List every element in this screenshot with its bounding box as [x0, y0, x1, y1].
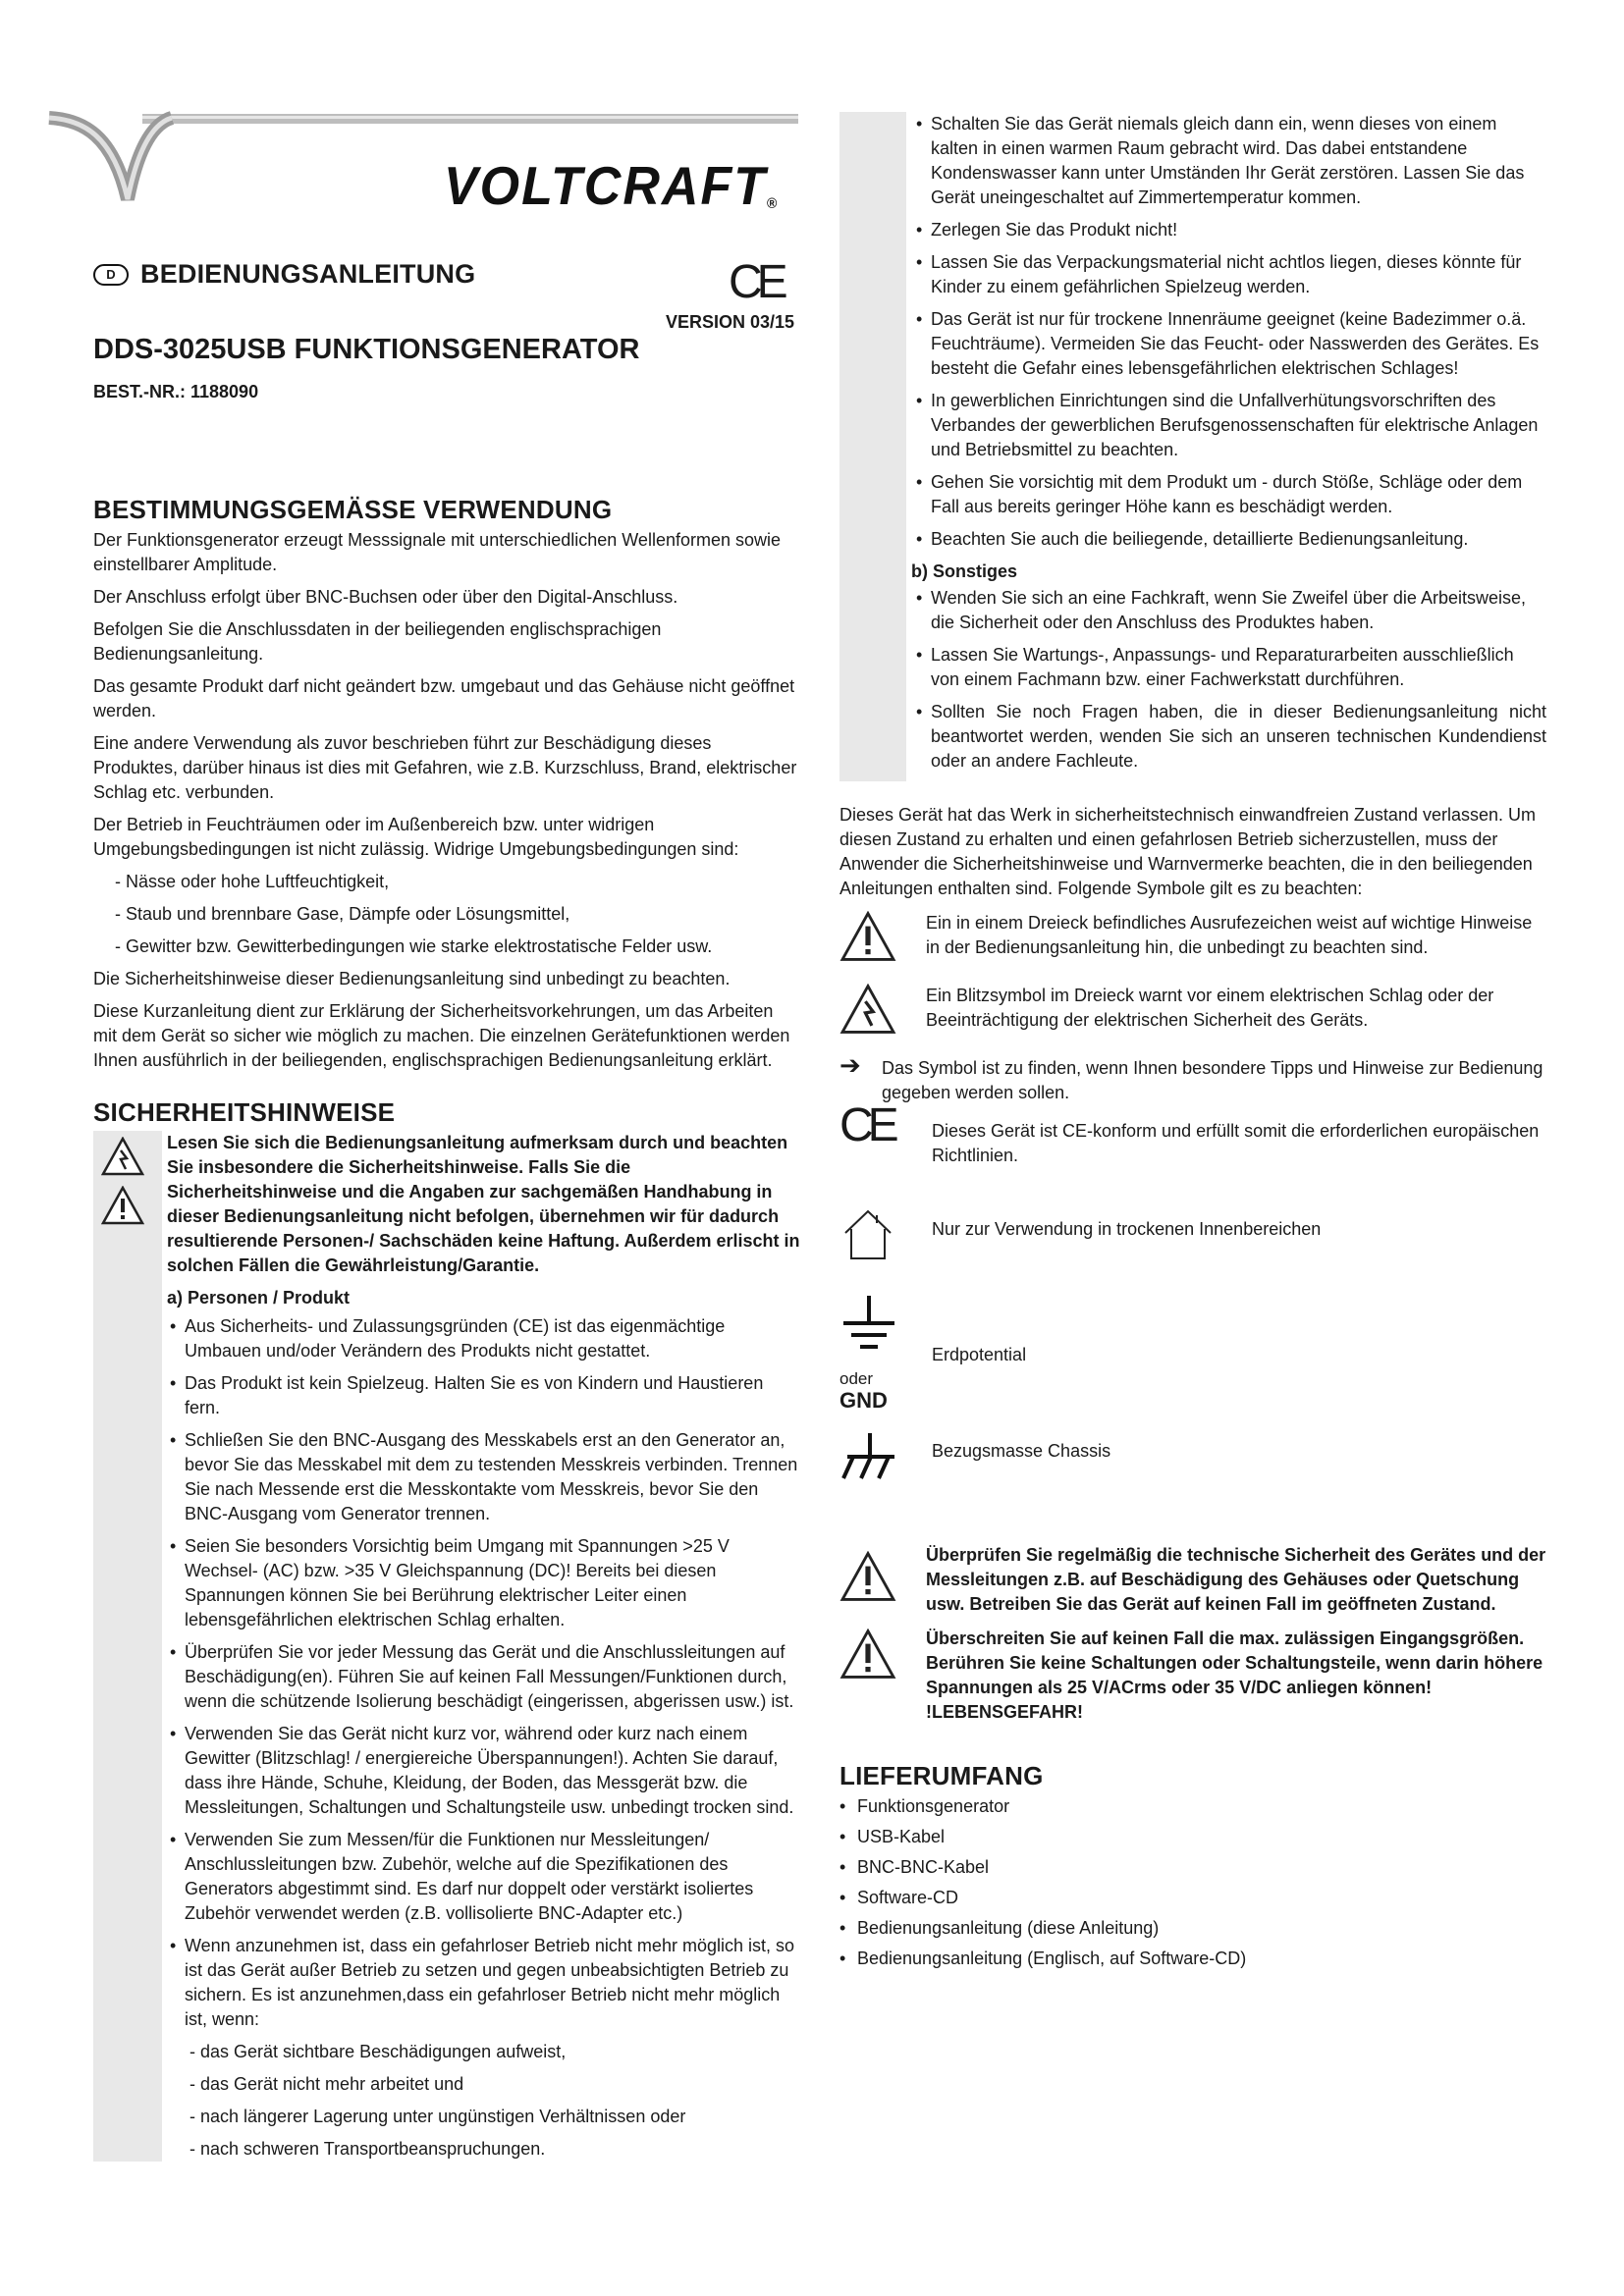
ce-mark: CE [729, 256, 783, 308]
section-heading-lieferumfang: LIEFERUMFANG [839, 1761, 1044, 1790]
list-item: • Zerlegen Sie das Produkt nicht! [839, 218, 1546, 242]
paragraph: Diese Kurzanleitung dient zur Erklärung der Sicherheitsvorkehrungen, um das Arbeiten mit dem Gerät so sicher wie möglich zu machen. Die einzelnen Gerätefunktionen werden Ihnen ausführlich in der beiliegenden, englischsprachigen Bedienungsanleitung erklärt. [93, 1001, 790, 1070]
exclamation-warning-icon [839, 911, 896, 962]
warning-row-check [839, 1543, 1546, 1617]
symbol-row-arrow [839, 1050, 1546, 1105]
exclamation-warning-icon [101, 1186, 144, 1225]
symbol-row-chassis [839, 1429, 1546, 1498]
language-badge: D [93, 264, 129, 286]
symbol-description: Nur zur Verwendung in trockenen Innenbereichen [932, 1219, 1322, 1239]
lightning-warning-icon [101, 1137, 144, 1176]
list-item: • Schließen Sie den BNC-Ausgang des Messkabels erst an den Generator an, bevor Sie das Messkabel mit dem zu testenden Messkreis verbinden. Trennen Sie nach Messende erst die Messkontakte vom Messkreis, bevor Sie den BNC-Ausgang vom Generator trennen. [93, 1428, 800, 1526]
product-title: DDS-3025USB FUNKTIONSGENERATOR [93, 334, 640, 365]
condition-item: - nach schweren Transportbeanspruchungen. [189, 2139, 546, 2159]
delivery-item: • Bedienungsanleitung (Englisch, auf Software-CD) [839, 1947, 1546, 1971]
symbol-description: Das Symbol ist zu finden, wenn Ihnen besondere Tipps und Hinweise zur Bedienung gegeben werden sollen. [882, 1058, 1543, 1102]
list-item: • Lassen Sie Wartungs-, Anpassungs- und Reparaturarbeiten ausschließlich von einem Fachmann bzw. einer Fachwerkstatt durchführen. [839, 643, 1546, 692]
paragraph: Das gesamte Produkt darf nicht geändert bzw. umgebaut und das Gehäuse nicht geöffnet werden. [93, 676, 795, 721]
warning-row-limits [839, 1627, 1546, 1725]
list-item: • In gewerblichen Einrichtungen sind die Unfallverhütungsvorschriften des Verbandes der gewerblichen Berufsgenossenschaften für elektrische Anlagen und Betriebsmittel zu beachten. [839, 389, 1546, 462]
paragraph: Die Sicherheitshinweise dieser Bedienungsanleitung sind unbedingt zu beachten. [93, 969, 731, 988]
list-item: • Überprüfen Sie vor jeder Messung das Gerät und die Anschlussleitungen auf Beschädigung(en). Führen Sie auf keinen Fall Messungen/Funktionen durch, wenn die schützende Isolierung beschädigt (eingerissen, abgerissen usw.) ist. [93, 1640, 800, 1714]
symbol-description: Erdpotential [932, 1345, 1027, 1364]
symbol-row-exclamation [839, 911, 1546, 966]
arrow-right-icon: ➔ [839, 1050, 861, 1080]
earth-oder-label: oder [839, 1369, 874, 1388]
exclamation-warning-icon [839, 1629, 896, 1680]
list-item: • Verwenden Sie zum Messen/für die Funktionen nur Messleitungen/ Anschlussleitungen bzw. Zubehör, welche auf die Spezifikationen des Generators abgestimmt sind. Es darf nur doppelt oder verstärkt isoliertes Zubehör verwendet werden (z.B. vollisolierte BNC-Adapter etc.) [93, 1828, 800, 1926]
list-item: • Aus Sicherheits- und Zulassungsgründen (CE) ist das eigenmächtige Umbauen und/oder Verändern des Produkts nicht gestattet. [93, 1314, 800, 1363]
brand-logo: VOLTCRAFT® [444, 156, 780, 217]
chassis-ground-icon [839, 1429, 900, 1486]
list-item: • Das Produkt ist kein Spielzeug. Halten Sie es von Kindern und Haustieren fern. [93, 1371, 800, 1420]
symbol-row-earth [839, 1292, 1546, 1415]
delivery-item: • BNC-BNC-Kabel [839, 1855, 1546, 1880]
condition-item: - Gewitter bzw. Gewitterbedingungen wie starke elektrostatische Felder usw. [115, 936, 713, 956]
condition-item: - das Gerät sichtbare Beschädigungen aufweist, [189, 2042, 567, 2061]
delivery-item: • Bedienungsanleitung (diese Anleitung) [839, 1916, 1546, 1941]
version-label: VERSION 03/15 [666, 312, 795, 332]
symbol-description: Dieses Gerät ist CE-konform und erfüllt somit die erforderlichen europäischen Richtlinien. [932, 1121, 1540, 1165]
list-item: • Sollten Sie noch Fragen haben, die in dieser Bedienungsanleitung nicht beantwortet werden, wenden Sie sich an unseren technischen Kundendienst oder an andere Fachleute. [839, 700, 1546, 781]
delivery-item: • Funktionsgenerator [839, 1794, 1546, 1819]
condition-item: - Staub und brennbare Gase, Dämpfe oder Lösungsmittel, [115, 904, 570, 924]
lightning-warning-icon [839, 984, 896, 1035]
condition-item: - Nässe oder hohe Luftfeuchtigkeit, [115, 872, 390, 891]
symbol-description: Bezugsmasse Chassis [932, 1441, 1111, 1461]
symbols-intro: Dieses Gerät hat das Werk in sicherheitstechnisch einwandfreien Zustand verlassen. Um diesen Zustand zu erhalten und einen gefahrlosen Betrieb sicherzustellen, muss der Anwender die Sicherheitshinweise und Warnvermerke beachten, die in den beiliegenden Anleitungen enthalten sind. Folgende Symbole gilt es zu beachten: [839, 805, 1536, 898]
symbol-description: Ein Blitzsymbol im Dreieck warnt vor einem elektrischen Schlag oder der Beeinträchtigung der elektrischen Sicherheit des Geräts. [926, 986, 1494, 1030]
paragraph: Der Funktionsgenerator erzeugt Messsignale mit unterschiedlichen Wellenformen sowie einstellbarer Amplitude. [93, 530, 782, 574]
symbol-row-ce [839, 1099, 1546, 1188]
document-title: BEDIENUNGSANLEITUNG [140, 259, 476, 289]
section-heading-sicherheit: SICHERHEITSHINWEISE [93, 1097, 396, 1127]
paragraph: Der Anschluss erfolgt über BNC-Buchsen oder über den Digital-Anschluss. [93, 587, 678, 607]
section-heading-bestimmung: BESTIMMUNGSGEMÄSSE VERWENDUNG [93, 495, 613, 524]
house-indoor-icon [839, 1205, 896, 1264]
delivery-item: • Software-CD [839, 1886, 1546, 1910]
document-title-row [93, 259, 475, 290]
warning-text: Überschreiten Sie auf keinen Fall die max. zulässigen Eingangsgrößen. Berühren Sie keine Schaltungen oder Schaltungsteile, wenn darin höhere Spannungen als 25 V/ACrms oder 35 V/DC anliegen können! !LEBENSGEFAHR! [926, 1629, 1543, 1722]
list-item: • Lassen Sie das Verpackungsmaterial nicht achtlos liegen, dieses könnte für Kinder zu einem gefährlichen Spielzeug werden. [839, 250, 1546, 299]
paragraph: Eine andere Verwendung als zuvor beschrieben führt zur Beschädigung dieses Produktes, darüber hinaus ist dies mit Gefahren, wie z.B. Kurzschluss, Brand, elektrischer Schlag etc. verbunden. [93, 733, 797, 802]
symbol-row-house [839, 1205, 1546, 1274]
paragraph: Der Betrieb in Feuchträumen oder im Außenbereich bzw. unter widrigen Umgebungsbedingungen ist nicht zulässig. Widrige Umgebungsbedingungen sind: [93, 815, 739, 859]
condition-item: - das Gerät nicht mehr arbeitet und [189, 2074, 464, 2094]
symbol-row-lightning [839, 984, 1546, 1039]
delivery-item: • USB-Kabel [839, 1825, 1546, 1849]
warning-text: Überprüfen Sie regelmäßig die technische Sicherheit des Gerätes und der Messleitungen z.B. auf Beschädigung des Gehäuses oder Quetschung usw. Betreiben Sie das Gerät auf keinen Fall im geöffneten Zustand. [926, 1545, 1546, 1614]
list-item: • Wenden Sie sich an eine Fachkraft, wenn Sie Zweifel über die Arbeitsweise, die Sicherheit oder den Anschluss des Produktes haben. [839, 586, 1546, 635]
left-column [93, 495, 800, 2169]
symbol-description: Ein in einem Dreieck befindliches Ausrufezeichen weist auf wichtige Hinweise in der Bedienungsanleitung hin, die unbedingt zu beachten sind. [926, 913, 1533, 957]
list-item: • Verwenden Sie das Gerät nicht kurz vor, während oder kurz nach einem Gewitter (Blitzschlag! / energiereiche Überspannungen!). Achten Sie darauf, dass ihre Hände, Schuhe, Kleidung, der Boden, das Messgerät bzw. die Messleitungen, Schaltungen und Schaltungsteile usw. unbedingt trocken sind. [93, 1722, 800, 1820]
paragraph: Befolgen Sie die Anschlussdaten in der beiliegenden englischsprachigen Bedienungsanleitung. [93, 619, 662, 664]
earth-ground-icon [839, 1292, 898, 1361]
subheading-sonstiges: b) Sonstiges [911, 561, 1018, 581]
exclamation-warning-icon [839, 1551, 896, 1602]
list-item: • Gehen Sie vorsichtig mit dem Produkt um - durch Stöße, Schläge oder dem Fall aus bereits geringer Höhe kann es beschädigt werden. [839, 470, 1546, 519]
safety-intro: Lesen Sie sich die Bedienungsanleitung aufmerksam durch und beachten Sie insbesondere die Sicherheitshinweise. Falls Sie die Sicherheitshinweise und die Angaben zur sachgemäßen Handhabung in dieser Bedienungsanleitung nicht befolgen, übernehmen wir für dadurch resultierende Personen-/ Sachschäden keine Haftung. Außerdem erlischt in solchen Fällen die Gewährleistung/Garantie. [167, 1133, 800, 1275]
order-number: BEST.-NR.: 1188090 [93, 382, 259, 401]
list-item: • Schalten Sie das Gerät niemals gleich dann ein, wenn dieses von einem kalten in einen warmen Raum gebracht wird. Das dabei entstandene Kondenswasser kann unter Umständen Ihr Gerät zerstören. Lassen Sie das Gerät uneingeschaltet auf Zimmertemperatur kommen. [839, 112, 1546, 210]
list-item: • Seien Sie besonders Vorsichtig beim Umgang mit Spannungen >25 V Wechsel- (AC) bzw. >35 V Gleichspannung (DC)! Bereits bei diesen Spannungen können Sie bei Berührung elektrischer Leiter einen lebensgefährlichen elektrischen Schlag erhalten. [93, 1534, 800, 1632]
subheading-personen: a) Personen / Produkt [167, 1288, 351, 1308]
list-item: • Das Gerät ist nur für trockene Innenräume geeignet (keine Badezimmer o.ä. Feuchträume). Vermeiden Sie das Feucht- oder Nasswerden des Gerätes. Es besteht die Gefahr eines lebensgefährlichen elektrischen Schlages! [839, 307, 1546, 381]
gnd-label: GND [839, 1388, 888, 1413]
safety-block [93, 1131, 800, 2162]
ce-mark-icon: CE [839, 1099, 893, 1151]
condition-item: - nach längerer Lagerung unter ungünstigen Verhältnissen oder [189, 2107, 686, 2126]
list-item: • Wenn anzunehmen ist, dass ein gefahrloser Betrieb nicht mehr möglich ist, so ist das Gerät außer Betrieb zu setzen und gegen unbeabsichtigten Betrieb zu sichern. Es ist anzunehmen,dass ein gefahrloser Betrieb nicht mehr möglich ist, wenn: [93, 1934, 800, 2032]
right-column [839, 112, 1546, 1977]
safety-continued-block [839, 112, 1546, 781]
list-item: • Beachten Sie auch die beiliegende, detaillierte Bedienungsanleitung. [839, 527, 1546, 552]
